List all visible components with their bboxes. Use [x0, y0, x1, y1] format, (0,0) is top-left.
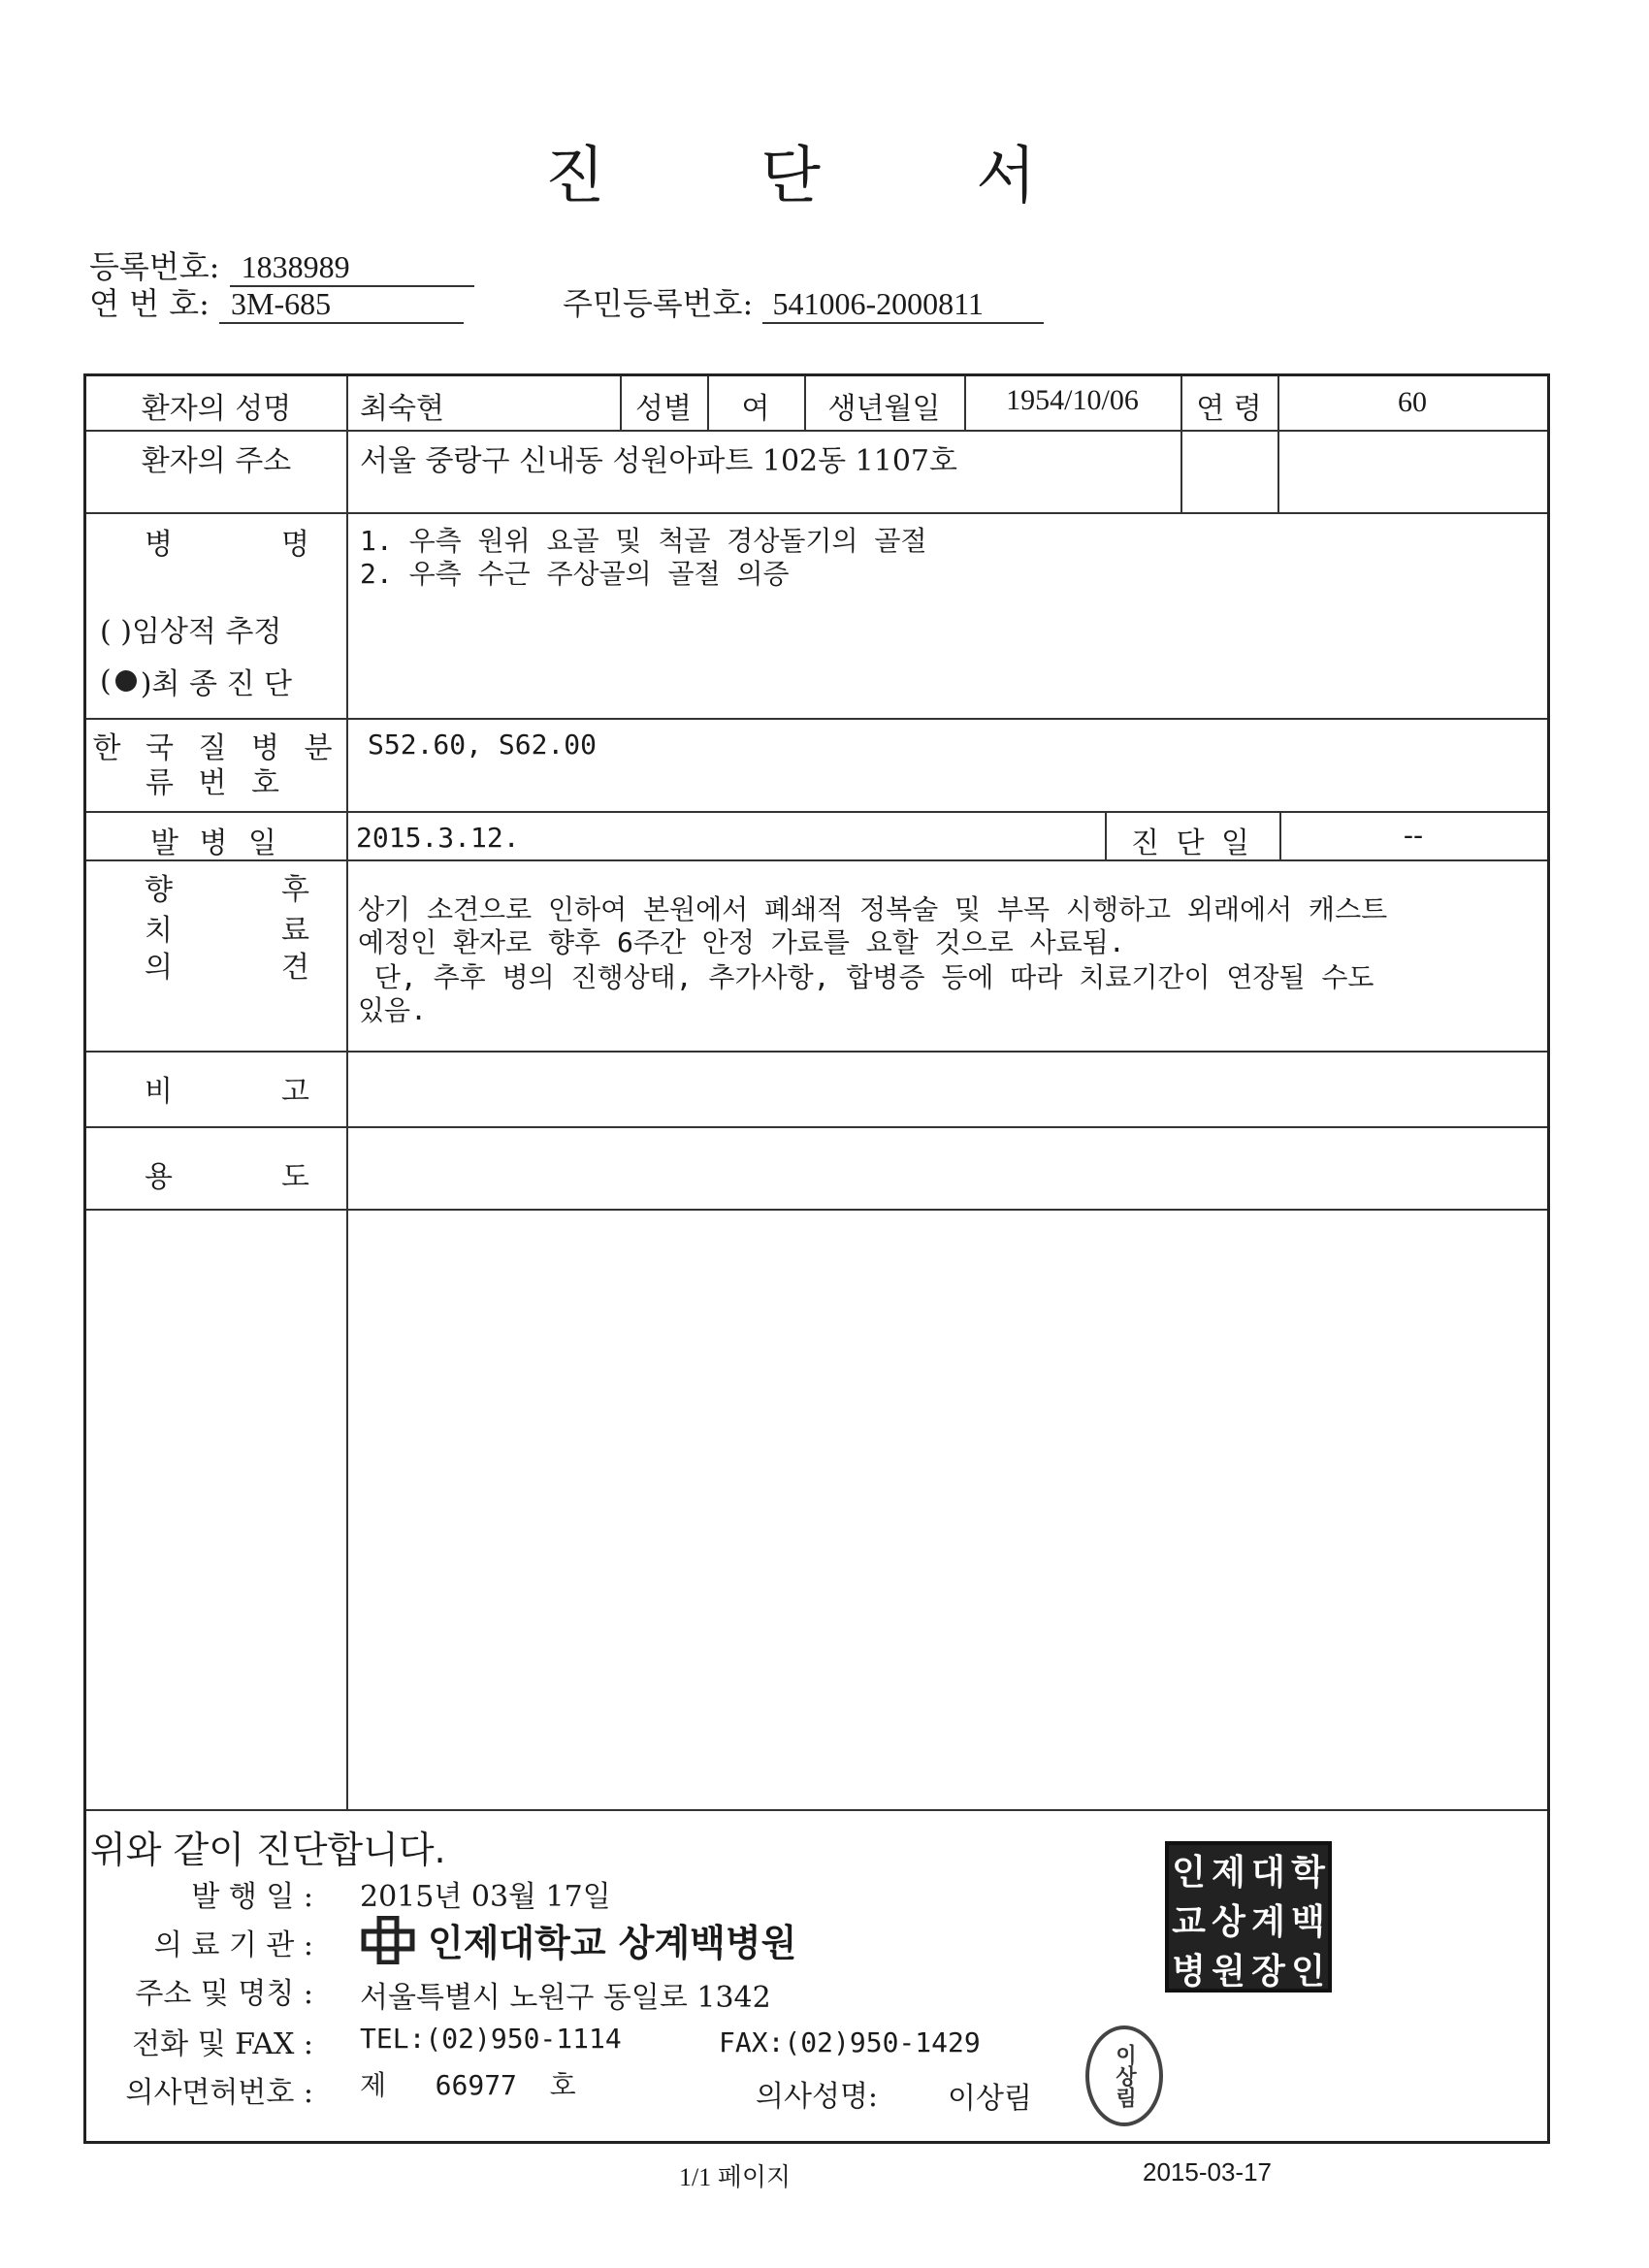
serial-number-row: [89, 279, 464, 324]
serial-number-value: 3M-685: [219, 286, 464, 324]
institution-value: [360, 1913, 796, 1966]
kcd-label-line1: 한 국 질 병 분: [92, 731, 340, 765]
hospital-cross-logo-icon: [360, 1916, 418, 1964]
registration-number-value: 1838989: [230, 249, 474, 287]
address-value: 서울특별시 노원구 동일로 1342: [360, 1981, 771, 2015]
resident-number-value: 541006-2000811: [762, 286, 1044, 324]
onset-value: 2015.3.12.: [356, 822, 520, 854]
address-label: 주소 및 명칭 :: [135, 1977, 313, 2011]
dob-label: 생년월일: [827, 392, 941, 426]
resident-number-row: [563, 279, 1044, 324]
clinical-estimate-option: ( )임상적 추정: [100, 615, 282, 649]
sex-label: 성별: [635, 392, 692, 426]
kcd-label-line2: 류 번 호: [145, 766, 287, 800]
certification-statement: 위와 같이 진단합니다.: [90, 1829, 446, 1871]
diagnosis-line: 1. 우측 원위 요골 및 척골 경상돌기의 골절: [360, 525, 927, 557]
patient-name-value: 최숙현: [360, 392, 444, 426]
institution-name: 인제대학교 상계백병원: [428, 1922, 797, 1964]
diagnosis-form: [83, 373, 1550, 2144]
license-value: 제 66977 호: [360, 2069, 576, 2101]
filled-circle-icon: [115, 670, 137, 692]
final-diagnosis-option: ( )최 종 진 단: [100, 664, 292, 701]
opinion-line: 상기 소견으로 인하여 본원에서 폐쇄적 정복술 및 부목 시행하고 외래에서 캐스트: [358, 893, 1388, 925]
diagnosis-date-label: 진 단 일: [1130, 826, 1253, 860]
issue-date-value: 2015년 03월 17일: [360, 1880, 611, 1914]
doctor-name-label: 의사성명:: [756, 2080, 879, 2114]
onset-label: 발 병 일: [149, 826, 282, 860]
doctor-name-value: 이상림: [948, 2082, 1032, 2116]
print-date: 2015-03-17: [1143, 2157, 1272, 2187]
prognosis-label-row: 의 견: [145, 951, 309, 985]
opinion-line: 단, 추후 병의 진행상태, 추가사항, 합병증 등에 따라 치료기간이 연장될 수도: [358, 961, 1374, 993]
page-number: 1/1 페이지: [679, 2163, 792, 2191]
diagnosis-line: 2. 우측 수근 주상골의 골절 의증: [360, 558, 790, 590]
doctor-stamp: 이상림: [1085, 2025, 1163, 2126]
resident-number-label: 주민등록번호:: [563, 285, 754, 322]
tel-value: TEL:(02)950-1114: [360, 2023, 622, 2055]
fax-value: FAX:(02)950-1429: [719, 2026, 981, 2058]
prognosis-label-row: 향 후: [145, 873, 309, 907]
sex-value: 여: [741, 392, 770, 426]
hospital-official-seal: 인 제 대 학 교 상 계 백 병 원 장 인: [1165, 1841, 1332, 1993]
kcd-codes: S52.60, S62.00: [368, 729, 598, 761]
diagnosis-date-value: --: [1403, 819, 1424, 853]
age-label: 연 령: [1196, 392, 1262, 426]
serial-number-label: 연 번 호:: [89, 285, 210, 322]
registration-number-label: 등록번호:: [89, 248, 220, 285]
institution-label: 의 료 기 관 :: [153, 1928, 313, 1962]
age-value: 60: [1398, 386, 1427, 418]
license-label: 의사면허번호 :: [125, 2076, 313, 2110]
remarks-label: 비 고: [145, 1075, 309, 1109]
patient-address-label: 환자의 주소: [141, 444, 292, 478]
opinion-line: 있음.: [358, 994, 427, 1026]
document-title: 진 단 서: [544, 141, 1105, 212]
dob-value: 1954/10/06: [1006, 384, 1139, 416]
issue-date-label: 발 행 일 :: [191, 1880, 313, 1914]
opinion-line: 예정인 환자로 향후 6주간 안정 가료를 요할 것으로 사료됨.: [358, 926, 1125, 958]
patient-name-label: 환자의 성명: [141, 392, 292, 426]
prognosis-label-row: 치 료: [145, 914, 309, 948]
diagnosis-label: 병 명: [145, 528, 309, 562]
tel-fax-label: 전화 및 FAX :: [132, 2027, 313, 2061]
usage-label: 용 도: [145, 1160, 309, 1194]
patient-address-value: 서울 중랑구 신내동 성원아파트 102동 1107호: [360, 444, 957, 478]
